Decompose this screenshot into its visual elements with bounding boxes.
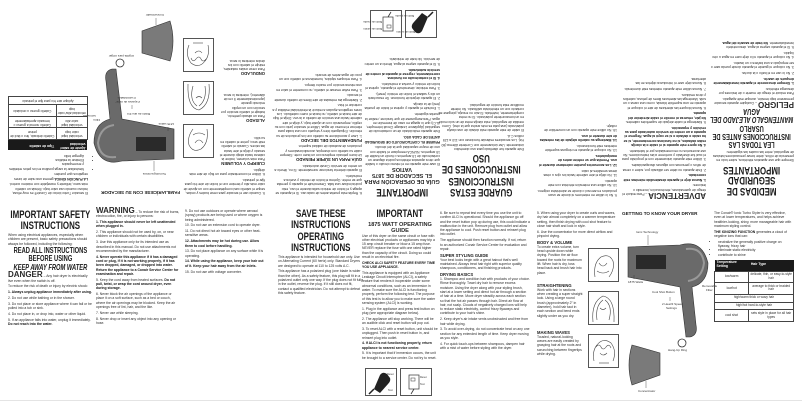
ionic-text: genera una nube de iones negativos que pueden: bbox=[14, 172, 88, 181]
list-item: 11. Do not direct hot air toward eyes or other heat-sensitive areas. bbox=[185, 229, 261, 238]
body-volume-title: CUERPO Y VOLUMEN bbox=[221, 161, 265, 167]
dryer-title: FAMILIARÍCESE CON SU SECADOR bbox=[101, 190, 180, 195]
alci-text: Este aparato está dotado de un cortacircuito de seguridad (Appliance Leakage Circuit Interrupter, ALCI) que lo apaga en caso de inmersión en agua. Para asegurarse de que funcione, realice la prueba siguiente. bbox=[364, 112, 440, 134]
table-cell: Cabello grueso u ondulado bbox=[9, 104, 57, 116]
ionic-label: THE IONIZING FUNCTION bbox=[714, 229, 756, 234]
list-item: 6. Never block the air openings of the appliance or place it on a soft surface, such as a bed or couch, where the air openings may be blocked. Keep the air openings free of lint, hair, and the like. bbox=[96, 292, 176, 309]
list-item: 7. Nunca utilice este aparato mientras esté durmiendo. bbox=[623, 86, 706, 91]
body-volume-section bbox=[537, 240, 583, 280]
straightening-title: STRAIGHTENING bbox=[537, 282, 572, 288]
list-item: 13. Do not place appliance on any surface while it is operating. bbox=[185, 249, 264, 258]
item-text: 5. Keep the cord away from heated surfaces. bbox=[96, 277, 165, 282]
item-bold-text: 4. If ALCI is not functioning properly, return appliance to nearest service center. bbox=[362, 341, 432, 350]
reduce-risk-text: Para reducir el riesgo de muerte o de lesiones por descarga eléctrica: bbox=[718, 86, 794, 96]
ionic-benefits bbox=[714, 240, 794, 257]
list-item: 4. No coloque el aparato ni lo deje caer en agua u otro líquido. bbox=[712, 50, 794, 59]
warning-label: WARNING bbox=[96, 206, 135, 215]
list-item: 5. Si el aparato cayera al agua, llévelo a un centro de servicio. No trate de reiniciarlo. bbox=[364, 57, 440, 66]
plug-diagram-1 bbox=[365, 368, 397, 396]
keep-away-heading: KEEP AWAY FROM WATER bbox=[13, 263, 87, 273]
item-bold-text: 14. Mantenga su cabello alejado de las entradas de aire durante el uso. bbox=[539, 133, 617, 143]
waves-section bbox=[219, 58, 265, 76]
list-item: This appliance is intended for household use only. Use on Alternating Current (60 hertz) only. Standard Dryers are designed to operate at 110 to 125 volts A.C. bbox=[278, 255, 360, 268]
body-volume-text: To create extra volume, turn head upside down while drying. Position the air flow toward the roots for maximum lift. When hair is dry, toss head back and brush hair into place. bbox=[537, 244, 582, 275]
list-item: 5. It is important that if immersion occurs, the unit be brought to a service center. Do not try to reset. bbox=[362, 351, 437, 360]
read-heading: READ ALL INSTRUCTIONS BEFORE USING bbox=[13, 246, 87, 264]
label-watts: 1875 Watts bbox=[628, 280, 644, 284]
styling-column bbox=[440, 211, 530, 352]
straightening-section bbox=[219, 79, 265, 123]
list-item: 3. Para reiniciar, desenchufe el aparato, oprima el botón de reinicio y vuelva a enchufarlo. bbox=[365, 81, 440, 91]
list-item bbox=[710, 40, 794, 49]
list-item: 3. No coloque ni guarde el aparato donde pueda caer o ser empujado a una bañera o un lavabo. bbox=[710, 60, 794, 70]
table-row bbox=[715, 302, 794, 310]
straightening-text: Work with hair in sections when creating a super straight look. Using a large round brush (approximately 2" in diameter), hold hair taut in each section and bend ends slightly under as you dry. bbox=[537, 287, 583, 318]
plug-diagram-1 bbox=[395, 10, 437, 38]
operating-title: INSTRUCCIONES DE USO bbox=[441, 152, 521, 175]
table-header-row bbox=[9, 139, 88, 150]
list-item: 3. Para evitar resecar el cabello, no concentre el calor en una misma sección por mucho tiempo. bbox=[276, 83, 362, 92]
list-item: 5. When using your dryer to create curls and waves, dry hair almost completely on a warmer temperature setting, then finish drying with cool shot feature to close hair shaft and lock in style. bbox=[537, 211, 616, 228]
styling-intro: Your best looks begin with a great haircut that's well maintained. Always treat hair right with superior quality shampoos, conditioners, and finishing products. bbox=[440, 257, 522, 271]
label-concentrator: Concentrador bbox=[145, 13, 164, 17]
item-bold-text: 14. While using the appliance, keep your hair out of it. Keep your hair away from the air inlets. bbox=[185, 259, 264, 268]
item-bold-text: No jale, retuerza ni enrolle el cable alrededor del aparato. bbox=[628, 111, 706, 120]
styling-title: GUÍA PARA UN SÚPER PEINADO bbox=[296, 156, 362, 162]
alci-check-heading: CHECK ALCI SAFETY FEATURE EVERY TIME YOU USE APPLIANCE. bbox=[362, 260, 436, 270]
label-hang-up-ring: Hang-Up Ring bbox=[668, 348, 688, 352]
list-item: • contribute to shine bbox=[718, 253, 794, 257]
plug-diagram-2 bbox=[363, 10, 402, 38]
list-item: • Agregar brillo bbox=[8, 153, 84, 157]
list-item: • Neutralizar la carga positiva en los pelos rebeldes y encrespados bbox=[8, 162, 84, 171]
dryer-title: GETTING TO KNOW YOUR DRYER bbox=[622, 211, 698, 216]
list-item: 2. The appliance will stop working. There will be an audible click and reset button will pop out. bbox=[362, 316, 434, 326]
dryer-diagram bbox=[82, 11, 182, 181]
warning-text: – To reduce the risk of burns, electrocution, fire, or injury to persons: bbox=[96, 210, 180, 219]
reset-label: Reset bbox=[387, 373, 394, 376]
alci-steps bbox=[364, 57, 440, 110]
list-item bbox=[622, 111, 706, 124]
waves-illustration bbox=[183, 38, 214, 72]
list-item: 1. Lave y acondicione su cabello con los productos de su elección. Enjuáguelo bien y séquelo con una toalla para eliminar el exceso de agua. Utilice el secador junto con su cepillo, empezando con un ajuste bajo, y dirija el aire caliente hacia una sección de cabello a la vez. Dirija el flujo de aire hacia el cabello, no hacia el cuero cabelludo. Los iones negativos ayudan a reducir la electricidad estática y a controlar el frizz. bbox=[272, 103, 362, 138]
list-item: 15. Do not use with voltage converter. bbox=[185, 269, 242, 274]
ionic-label: LA FUNCIÓN IÓNICA bbox=[54, 176, 88, 181]
table-cell: high/hot hard-to-style hair bbox=[715, 302, 794, 310]
list-item: 6. Repita esta prueba antes de cada uso. Si el aparato se apaga y el botón de reinicio salta durante el uso, esto podría indicar una falla. Desenchufe el aparato y permita que se enfríe. Oprima el botón de reinicio y vuelva a enchufarlo. bbox=[275, 173, 362, 195]
label-watts: 1875 vatios bbox=[158, 122, 174, 126]
list-item: • Eliminar la estática bbox=[8, 158, 84, 162]
save-title: GUARDE ESTAS INSTRUCCIONES bbox=[448, 175, 514, 198]
straightening-illustration bbox=[183, 81, 214, 115]
item-bold-text: 1. Always unplug appliance immediately after using. bbox=[8, 290, 92, 295]
table-cell: sets style in place for all hair types bbox=[749, 310, 794, 322]
list-item: 3. Use this appliance only for its intended use as described in this manual. Do not use attachments not recommended by the manufacturer. bbox=[96, 240, 176, 253]
drying-steps-continued bbox=[537, 211, 619, 238]
safety-title: IMPORTANT SAFETY INSTRUCTIONS bbox=[10, 209, 90, 232]
features-column bbox=[714, 211, 794, 322]
operating-title: OPERATING INSTRUCTIONS bbox=[291, 231, 351, 254]
dryer-barrel-band bbox=[636, 255, 666, 269]
page-edge-line bbox=[0, 400, 802, 401]
list-item bbox=[8, 290, 92, 294]
list-item: 8. Nunca deje caer ni introduzca objetos en las aberturas. bbox=[635, 76, 706, 86]
body-volume-title: BODY & VOLUME bbox=[537, 239, 573, 245]
test-label: Botón de prueba bbox=[363, 20, 382, 23]
hang-up-ring bbox=[678, 339, 686, 347]
body-volume-section bbox=[219, 126, 265, 166]
save-title: SAVE THESE INSTRUCTIONS bbox=[291, 208, 351, 231]
item-bold-text: 12. Los accesorios pueden calentarse durante el uso. Permita que se enfríen antes de manipularlos. bbox=[538, 154, 617, 167]
styling-intro: Un buen peinado empieza con un buen corte. Siempre cuide su cabello con champús, acondicionadores y productos de acabado de calidad superior. bbox=[279, 144, 362, 157]
english-section bbox=[0, 203, 802, 406]
guide-title: IMPORTANTE bbox=[376, 186, 428, 198]
operating-paragraphs bbox=[278, 255, 364, 295]
table-cell: cool shot bbox=[715, 310, 749, 322]
body-volume-text: Para más volumen, incline la cabeza hacia abajo durante el secado y dirija el aire hacia las raíces. Cuando el cabello esté seco, peine el cabello en su sitio. bbox=[219, 135, 265, 162]
table-row bbox=[715, 271, 794, 283]
danger-text: – Any hair dryer is electrically live even when the switch is off. bbox=[8, 274, 88, 283]
list-item: 9. No lo utilice en exteriores ni donde se usan productos en aerosol o donde se administra oxígeno. bbox=[537, 188, 617, 197]
list-item: 2. Este aparato no debe ser utilizado por, sobre o cerca de niños o personas con algunas discapacidades. bbox=[622, 163, 706, 172]
warning-list bbox=[622, 77, 706, 182]
warning-list-continued bbox=[537, 124, 617, 197]
list-item: 1. Shampoo and condition hair with products of your choice. Rinse thoroughly. Towel dry hair to remove excess moisture. Using the dryer along with your styling brush, start at a lower setting and direct hot air through a section of hair at a time. Move dryer steadily across each section so that the hot air passes through hair. Direct air flow at hair, not scalp. Clouds of negatively charged ions will help to reduce static electricity, control frizzy flyaways and contribute to your hair's shine. bbox=[440, 277, 530, 316]
list-item: 9. Do not use outdoors or operate where aerosol (spray) products are being used or where oxygen is being administered. bbox=[185, 209, 263, 222]
list-item bbox=[537, 154, 617, 167]
list-item: 2. El aparato dejará de funcionar. Se escuchará un clic y saltará el botón de reinicio (reset). bbox=[368, 92, 440, 101]
item-bold-text: 4. No opere este aparato si el cable o la clavija están dañados, si no funciona correctamente, si se ha caído o dañado o si se cayó al agua. Regrese el aparato a un centro de servicio autorizado para su revisión y reparación. bbox=[623, 125, 706, 148]
guide-column bbox=[362, 209, 438, 362]
list-item: 2. Keep dryer's air intake vents unobstructed and free from hair while drying. bbox=[440, 317, 529, 326]
ionic-benefits bbox=[8, 153, 88, 170]
test-label: Test bbox=[420, 383, 425, 386]
list-item: 3. Do not place or store appliance where it can fall or be pulled into a tub or sink. bbox=[8, 301, 92, 311]
features-column bbox=[8, 96, 88, 195]
reset-label: Botón de reinicio bbox=[363, 27, 382, 30]
alci-steps-continued bbox=[272, 163, 362, 195]
warning-column bbox=[96, 206, 180, 327]
warning-column-continued bbox=[537, 122, 617, 197]
hang-up-ring bbox=[116, 59, 124, 67]
dryer-intro: The Conair® Ionic Turbo Styler is very effective, even at lower temperatures, and helps achieve healthier-looking, shiny, more manageable hair with maximum styling control. bbox=[714, 211, 792, 228]
dryer-column bbox=[90, 190, 180, 195]
warning-note bbox=[622, 183, 706, 200]
table-cell: velocidad baja/ calor bajo bbox=[56, 128, 87, 140]
warning-list-continued bbox=[185, 209, 265, 274]
label-removable: Filtro bbox=[93, 118, 100, 122]
list-item: 15. No utilice este aparato con un convertidor de voltaje. bbox=[544, 123, 617, 133]
list-item: 10. Do not use an extension cord to operate dryer. bbox=[185, 223, 261, 228]
list-item bbox=[96, 220, 180, 229]
table-cell: delicate, thin, or easy-to-style hair bbox=[749, 271, 794, 283]
temperature-table bbox=[8, 96, 88, 150]
list-item: 7. Never use while sleeping. bbox=[96, 310, 139, 315]
list-item bbox=[185, 239, 265, 248]
list-item: The appliance should then function normally. If not, return to an authorized Conair Service Center for evaluation and repair. bbox=[440, 238, 527, 251]
waves-title: ONDULADO bbox=[240, 71, 265, 77]
label-ionic-technology: Ionic Technology bbox=[636, 230, 659, 234]
test-label: Test bbox=[388, 389, 393, 392]
warning-list bbox=[96, 220, 180, 325]
danger-note bbox=[710, 96, 794, 110]
test-label: Botón de prueba bbox=[395, 14, 414, 17]
item-bold-text: 1. Siempre desconecte el aparato inmediatamente después de usarlo. bbox=[713, 76, 794, 85]
safety-column bbox=[710, 39, 794, 196]
danger-text: – Cualquier aparato secador permanece bajo tensión, aunque esté apagado. bbox=[714, 96, 794, 106]
item-bold-text: 1. Nunca deje el aparato desatendido mientras esté conectado. bbox=[623, 173, 706, 182]
styling-title: SUPER STYLING GUIDE bbox=[440, 252, 489, 258]
label-filter: Filter bbox=[706, 288, 713, 292]
reset-label: Botón de reinicio bbox=[396, 30, 415, 33]
styling-column bbox=[272, 71, 362, 195]
alci-steps-continued bbox=[440, 211, 530, 251]
warning-label: ADVERTENCIA bbox=[648, 191, 706, 200]
label-removable: Removable bbox=[702, 284, 718, 288]
column-header: Tipo de cabello bbox=[9, 139, 57, 150]
straightening-section bbox=[537, 283, 583, 327]
list-item: 2. Do not use while bathing or in the shower. bbox=[8, 296, 75, 301]
concentrator bbox=[142, 21, 173, 61]
list-item bbox=[96, 255, 180, 276]
list-item: 5. Cuando use el secador para crear bucles y ondas, seque el cabello casi completamente con un ajuste de calor más alto y termine con el botón de aire frío para fijar el peinado. bbox=[183, 178, 265, 195]
list-item: 3. To avoid over-drying, do not concentrate heat on any one section for any extended length of time. Keep dryer moving as you style. bbox=[440, 327, 530, 340]
table-cell: average to thick or braided hair bbox=[749, 283, 794, 295]
drying-basics-title: FUNDAMENTOS DEL SECADO bbox=[300, 137, 362, 143]
item-bold-text: 4. Never operate this appliance if it has a damaged cord or plug, if it is not working properly, if it has been dropped, damaged, or dropped into water. Return the appliance to a Conair Service Center for examination and repair. bbox=[96, 254, 179, 276]
warning-column-continued bbox=[185, 209, 265, 275]
table-cell: Cabello delicado, fino o fácil de peinar bbox=[9, 128, 57, 140]
list-item bbox=[622, 173, 706, 182]
item-bold-text: 1. This appliance should never be left unattended when plugged in. bbox=[96, 220, 176, 229]
column-header: Temperature Setting bbox=[715, 260, 749, 271]
safety-intro: When using electrical appliances, especially when children are present, basic safety precautions should always be followed, including the following: bbox=[8, 233, 88, 246]
table-cell: velocidad alta/ calor bajo bbox=[56, 104, 87, 116]
alci-check-heading: PRUEBE EL CORTACIRCUITO DE SEGURIDAD ANTES DE CADA USO. bbox=[364, 135, 440, 144]
list-item: 11. No dirija el aire caliente hacia los ojos u otras áreas sensibles al calor. bbox=[543, 168, 617, 177]
alci-steps bbox=[362, 307, 438, 360]
table-row bbox=[715, 310, 794, 322]
table-cell: Aplique aire frío para fijar el peinado bbox=[9, 97, 88, 105]
list-item: 6. Nunca bloquee las aberturas de aire ni coloque el aparato en una superficie blanda, como una cama o un sofá. Mantenga las aberturas libres de pelusa, cabellos y otros residuos. bbox=[623, 92, 706, 110]
list-item bbox=[710, 76, 794, 85]
label-heat-speed: 2 Heat/3 Speed bbox=[662, 302, 683, 306]
straightening-illustration bbox=[588, 291, 619, 325]
straightening-text: Para un alisado perfecto, trabaje el cabello sección por sección con un cepillo redondo grande (aproximadamente 5 cm de diámetro), mientras lo seca. bbox=[221, 92, 265, 119]
plug-diagram-2 bbox=[400, 368, 432, 396]
waves-section bbox=[537, 330, 583, 356]
waves-title: MAKING WAVES bbox=[537, 329, 570, 335]
drying-basics-title: DRYING BASICS bbox=[440, 272, 474, 278]
list-item bbox=[8, 318, 92, 327]
list-item bbox=[185, 259, 265, 268]
danger-note bbox=[8, 270, 92, 283]
list-item: 4. Do not place in, or drop into, water or other liquid. bbox=[8, 311, 87, 316]
item-bold-text: No trate de sacarlo del agua. bbox=[721, 40, 768, 45]
list-item bbox=[364, 67, 440, 80]
list-item: 3. Utilice este aparato únicamente con el propósito para el cual fue diseñado y conforme a las instrucciones. No use accesorios no recomendados por el fabricante. bbox=[622, 148, 706, 162]
table-row bbox=[9, 128, 88, 140]
guide-subtitle: 1875 WATT OPERATING GUIDE bbox=[368, 221, 432, 234]
list-item: 10. No utilice una extensión eléctrica con este aparato. bbox=[548, 178, 617, 187]
body-volume-illustration bbox=[588, 248, 619, 282]
list-item: 2. No lo use en el baño o la ducha. bbox=[741, 70, 794, 75]
list-item bbox=[96, 278, 180, 291]
list-item: 1. Plug in the appliance and press test button on plug (see appropriate diagram below). bbox=[362, 306, 435, 316]
label-hang-up-ring: Argolla para colgar bbox=[108, 54, 134, 58]
ionic-text: generates a cloud of negative ions that can: bbox=[714, 229, 787, 238]
save-column bbox=[278, 209, 364, 297]
list-item: 4. Para retoques rápidos, humedezca el cabello con un poco de agua antes de secarlo. bbox=[279, 73, 362, 82]
table-row bbox=[9, 104, 88, 116]
techniques-column bbox=[537, 211, 619, 359]
table-cell: low/warm bbox=[715, 271, 749, 283]
warning-column bbox=[622, 75, 706, 200]
label-cool-shot: Botón de aire frío bbox=[126, 112, 150, 116]
list-item: This appliance has a polarized plug (one blade is wider than the other). As a safety feature, this plug will fit in a polarized outlet only one way. If the plug does not fit fully in the outlet, reverse the plug. If it still does not fit, contact a qualified electrician. Do not attempt to defeat this safety feature. bbox=[278, 269, 363, 295]
guide-intro: Use of this dryer on the same circuit or fuse with other electrical products or appliances may trip a 15 amp circuit breaker or blow a 15 amp fuse. NEVER replace the fuse with one rated higher than the capacity of the circuit. Doing so could result in an electrical fire. bbox=[362, 233, 435, 259]
table-row bbox=[715, 283, 794, 295]
danger-label: PELIGRO bbox=[757, 100, 794, 110]
item-bold-text: Do not pull, twist, or wrap the cord around dryer, even during storage. bbox=[96, 277, 176, 291]
danger-list bbox=[710, 40, 794, 85]
list-item: 2. This appliance should not be used by, on, or near children or individuals with certain disabilities. bbox=[96, 230, 174, 239]
list-item: 1. Enchufe el aparato y oprima el botón de prueba (test) de la clavija. bbox=[364, 102, 440, 111]
label-concentrator: Concentrator bbox=[638, 389, 656, 393]
column-header: Hair Type bbox=[749, 260, 794, 271]
read-heading: LEA TODAS LAS INSTRUCCIONES ANTES DE USARLO bbox=[712, 124, 792, 150]
list-item: • neutralize the generally positive charge on flyaway, frizzy hair bbox=[718, 240, 794, 249]
reset-label: Reset bbox=[420, 376, 427, 379]
table-header-row bbox=[715, 260, 794, 271]
dryer-diagram bbox=[620, 225, 720, 395]
list-item: 6. Utilice el concentrador para un flujo de aire más dirigido. bbox=[189, 168, 265, 177]
table-cell: velocidad baja/ calor alto bbox=[56, 116, 87, 128]
table-row bbox=[715, 294, 794, 302]
item-text: 5. Mantenga el cable alejado de superficies calientes. bbox=[625, 120, 706, 125]
item-bold-text: Do not reach into the water. bbox=[8, 322, 53, 327]
list-item: 3. To reset ALCI with a reset button, unit should be unplugged. Then push in reset button in, and reinsert plug into outlet. bbox=[362, 326, 438, 340]
dryer-intro: El secador Turbo iónico de Conair® es muy eficaz, incluso cuando usa calor bajo. Brinda un cabello más sano, brillante y manejable con máximo control. bbox=[9, 182, 88, 195]
column-header: Ajuste de calor/ velocidad bbox=[56, 139, 87, 150]
list-item: Este aparato fue diseñado para uso doméstico únicamente. Use únicamente con Corriente Alterna (60 Hz). Los secadores estándar funcionan con 110 a 125 voltios C.A. bbox=[441, 134, 524, 151]
straightening-title: ALISADO bbox=[246, 118, 265, 124]
label-heat-speed: 2 ajustes de calor/ bbox=[115, 100, 140, 104]
list-item: 6. Be sure to repeat test every time you use the unit to confirm ALCI is operational. Should the appliance go off and the reset button pop up during use, this could indicate a malfunction in the unit. Remove plug from outlet and allow the appliance to cool. Push reset button and reinsert plug into outlet. bbox=[440, 211, 530, 237]
list-item: • eliminate static electricity bbox=[718, 248, 794, 252]
list-item: 6. Use the concentrator for more direct airflow and pinpoint drying. bbox=[537, 229, 613, 238]
list-item: El aparato debería funcionar normalmente. Si no, llévelo a un centro de servicio Conair autorizado. bbox=[274, 163, 362, 173]
reduce-risk-text: To reduce the risk of death or injury by electric shock: bbox=[8, 284, 88, 289]
danger-list bbox=[8, 290, 92, 326]
safety-intro: Siempre que use aparatos eléctricos, sobre todo en presencia de niños, debe tomar precauciones básicas de seguridad, entre las cuales las siguientes: bbox=[712, 149, 794, 163]
item-bold-text: 4. Si el cortacircuito no funciona correctamente, regrese el aparato al centro de servicio autorizado. bbox=[365, 67, 440, 81]
keep-away-heading: MANTÉNGALO ALEJADO DEL AGUA bbox=[710, 107, 794, 125]
list-item bbox=[537, 134, 617, 143]
warning-note bbox=[96, 206, 180, 219]
warning-text: – Para reducir el riesgo de quemaduras, electrocución, incendio o lesiones: bbox=[622, 183, 706, 196]
body-volume-illustration bbox=[183, 124, 214, 158]
drying-steps-continued bbox=[183, 168, 265, 195]
temperature-table bbox=[714, 260, 794, 322]
ionic-note bbox=[8, 172, 88, 181]
label-filter: removible bbox=[82, 114, 96, 118]
ionic-note bbox=[714, 230, 794, 239]
guide-title: IMPORTANT bbox=[376, 208, 424, 220]
guide-intro: El usar este aparato en el mismo circuito o fusible que otros aparatos eléctricos podría disparar un cortacircuito de 15 amperios o fundir un fusible de 15 amperios. NUNCA reemplace el fusible con uno de mayor capacidad que la del circuito. bbox=[364, 145, 440, 167]
save-column bbox=[438, 101, 524, 197]
techniques-column bbox=[183, 55, 265, 195]
label-cool-shot: Cool Shot Button bbox=[652, 290, 675, 294]
operating-paragraphs bbox=[438, 102, 524, 151]
item-bold-text: 12. Attachments may be hot during use. Allow them to cool before handling. bbox=[185, 239, 259, 248]
label-settings: 3 velocidades bbox=[117, 96, 136, 100]
guide-subtitle: GUÍA DE OPERACIÓN PARA EL SECADOR DE 1875 VATIOS bbox=[364, 166, 440, 185]
danger-label: DANGER bbox=[8, 270, 43, 280]
dryer-column bbox=[622, 211, 712, 216]
waves-text: Tousled, natural-looking waves are easily created by grasping hair at the roots and scrunching between fingertips while drying. bbox=[537, 334, 582, 356]
dryer-barrel-band bbox=[136, 137, 166, 151]
alci-text: This appliance is equipped with an Appliance Leakage Circuit Interrupter (ALCI), a safety feature that renders it inoperable under some abnormal conditions, such as an immersion in water. To make sure the ALCI is functioning properly, perform the following test. The purpose of this test is to allow you to make sure the water sensing system (ALCI) is working. bbox=[362, 270, 436, 305]
label-settings: Settings bbox=[666, 306, 677, 310]
drying-steps bbox=[440, 277, 530, 350]
list-item: 13. No coloque el aparato en ninguna superficie mientras esté funcionando. bbox=[544, 144, 617, 153]
safety-title: MEDIDAS DE SEGURIDAD IMPORTANTES bbox=[723, 164, 781, 197]
item-text: 5. If an appliance falls into water, unplug it immediately. bbox=[8, 317, 91, 322]
safety-column bbox=[8, 210, 92, 328]
table-row bbox=[9, 116, 88, 128]
waves-text: Para crear ondas naturales, estruje el cabello con los dedos mientras lo seca. bbox=[223, 58, 265, 72]
label-ionic-technology: Tecnología iónica bbox=[142, 172, 166, 176]
list-item: 2. Mantenga las entradas de aire libres de cabello durante el secado. bbox=[274, 93, 362, 102]
table-row bbox=[9, 97, 88, 105]
list-item: 4. For quick touch-ups between shampoos, dampen hair with a mist of water before styling with the dryer. bbox=[440, 341, 525, 351]
item-text: 5. Si el aparato cayera al agua, desconéctelo inmediatamente. bbox=[726, 40, 794, 49]
list-item: 8. Never drop or insert any object into any opening or hose. bbox=[96, 316, 176, 325]
waves-illustration bbox=[588, 334, 619, 368]
list-item bbox=[622, 126, 706, 147]
table-cell: high/warm thick or wavy hair bbox=[715, 294, 794, 302]
concentrator bbox=[629, 345, 660, 385]
table-cell: low/hot bbox=[715, 283, 749, 295]
table-cell: Cabello normal a grueso o trenzado apretadamente bbox=[9, 116, 57, 128]
list-item bbox=[362, 341, 438, 350]
drying-steps bbox=[272, 73, 362, 138]
list-item: El cable de este aparato está dotado de una clavija polarizada (una pata es más ancha que la otra). Como medida de seguridad, esta clavija entra de un solo modo en un tomacorriente polarizado. Si no entra completamente, inviértala. Si aún no encaja, póngase en contacto con un electricista calificado. No intente modificar esta función de seguridad. bbox=[438, 102, 524, 133]
guide-column bbox=[364, 56, 440, 197]
